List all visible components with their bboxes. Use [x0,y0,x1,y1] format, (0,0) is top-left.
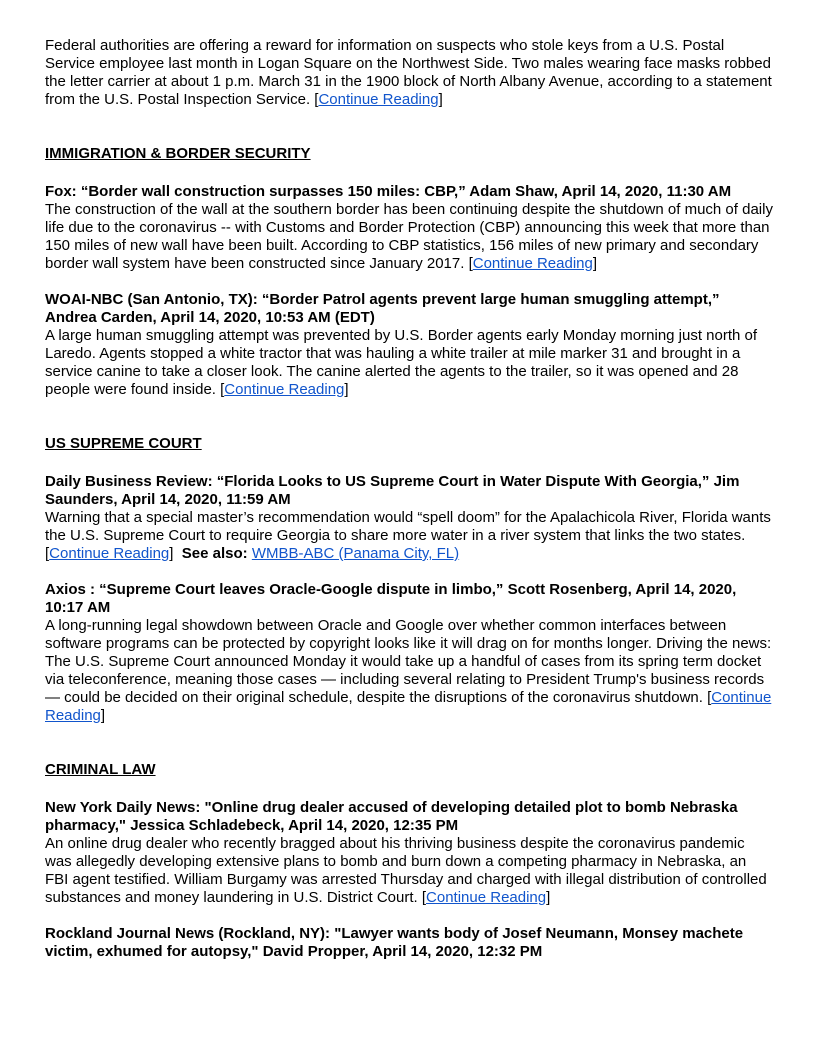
article-body: A long-running legal showdown between Oracle and Google over whether common interfaces between software programs can be protected by copyright looks like it will drag on for months longer. Driving the news: The U.S. Supreme Court announced Monday it would take up a handful of cases from its spring term docket via teleconference, meaning those cases — including several relating to President Trump's business records — could be decided on their original schedule, despite the disruptions of the coronavirus shutdown. [Continue Reading] [45,617,772,724]
article-headline: New York Daily News: "Online drug dealer accused of developing detailed plot to bomb Nebraska pharmacy," Jessica Schladebeck, April 14, 2020, 12:35 PM [45,799,738,834]
see-also-link[interactable]: WMBB-ABC (Panama City, FL) [251,545,460,562]
continue-reading-link[interactable]: Continue Reading [224,381,345,398]
intro-body: Federal authorities are offering a reward for information on suspects who stole keys from a U.S. Postal Service employee last month in Logan Square on the Northwest Side. Two males wearing face masks robbed the letter carrier at about 1 p.m. March 31 in the 1900 block of North Albany Avenue, according to a statement from the U.S. Postal Inspection Service. [45,37,772,108]
article-body: A large human smuggling attempt was prevented by U.S. Border agents early Monday morning just north of Laredo. Agents stopped a white tractor that was hauling a white trailer at mile marker 31 and brought in a service canine to take a closer look. The canine alerted the agents to the trailer, so it was opened and 28 people were found inside. [Continue Reading] [45,327,758,398]
article-headline: Rockland Journal News (Rockland, NY): "Lawyer wants body of Josef Neumann, Monsey machete victim, exhumed for autopsy," David Propper, April 14, 2020, 12:32 PM [45,925,744,960]
article-headline: Fox: “Border wall construction surpasses 150 miles: CBP,” Adam Shaw, April 14, 2020, 11:30 AM [45,183,732,200]
article-body: Warning that a special master’s recommendation would “spell doom” for the Apalachicola River, Florida wants the U.S. Supreme Court to require Georgia to share more water in a river system that links the two states. [Continue Reading] See also: WMBB-ABC (Panama City, FL) [45,509,771,562]
article [45,925,773,961]
article-headline: Axios : “Supreme Court leaves Oracle-Google dispute in limbo,” Scott Rosenberg, April 14, 2020, 10:17 AM [45,581,737,616]
article-headline: WOAI-NBC (San Antonio, TX): “Border Patrol agents prevent large human smuggling attempt,” Andrea Carden, April 14, 2020, 10:53 AM (EDT) [45,291,720,326]
article-headline: Daily Business Review: “Florida Looks to US Supreme Court in Water Dispute With Georgia,” Jim Saunders, April 14, 2020, 11:59 AM [45,473,740,508]
section-heading: US SUPREME COURT [45,435,202,452]
continue-reading-link[interactable]: Continue Reading [472,255,593,272]
article [45,581,773,725]
article [45,183,773,273]
continue-reading-link[interactable]: Continue Reading [49,545,170,562]
newsletter-content [45,37,773,961]
continue-reading-link[interactable]: Continue Reading [318,91,439,108]
article-body: An online drug dealer who recently bragged about his thriving business despite the coronavirus pandemic was allegedly developing extensive plans to bomb and burn down a competing pharmacy in Nebraska, an FBI agent testified. William Burgamy was arrested Thursday and charged with illegal distribution of controlled substances and money laundering in U.S. District Court. [Continue Reading] [45,835,767,906]
section-heading: IMMIGRATION & BORDER SECURITY [45,145,311,162]
continue-reading-link[interactable]: Continue Reading [45,689,772,724]
see-also-label: See also: [181,545,248,562]
article [45,291,773,399]
article-body: The construction of the wall at the southern border has been continuing despite the shutdown of much of daily life due to the coronavirus -- with Customs and Border Protection (CBP) announcing this week that more than 150 miles of new wall have been built. According to CBP statistics, 156 miles of new primary and secondary border wall system have been constructed since January 2017. [Continue Reading] [45,201,773,272]
section-heading: CRIMINAL LAW [45,761,156,778]
article [45,473,773,563]
intro-paragraph: Federal authorities are offering a reward for information on suspects who stole keys from a U.S. Postal Service employee last month in Logan Square on the Northwest Side. Two males wearing face masks robbed the letter carrier at about 1 p.m. March 31 in the 1900 block of North Albany Avenue, according to a statement from the U.S. Postal Inspection Service. [Continue Reading] [45,37,772,108]
article [45,799,773,907]
continue-reading-link[interactable]: Continue Reading [426,889,547,906]
